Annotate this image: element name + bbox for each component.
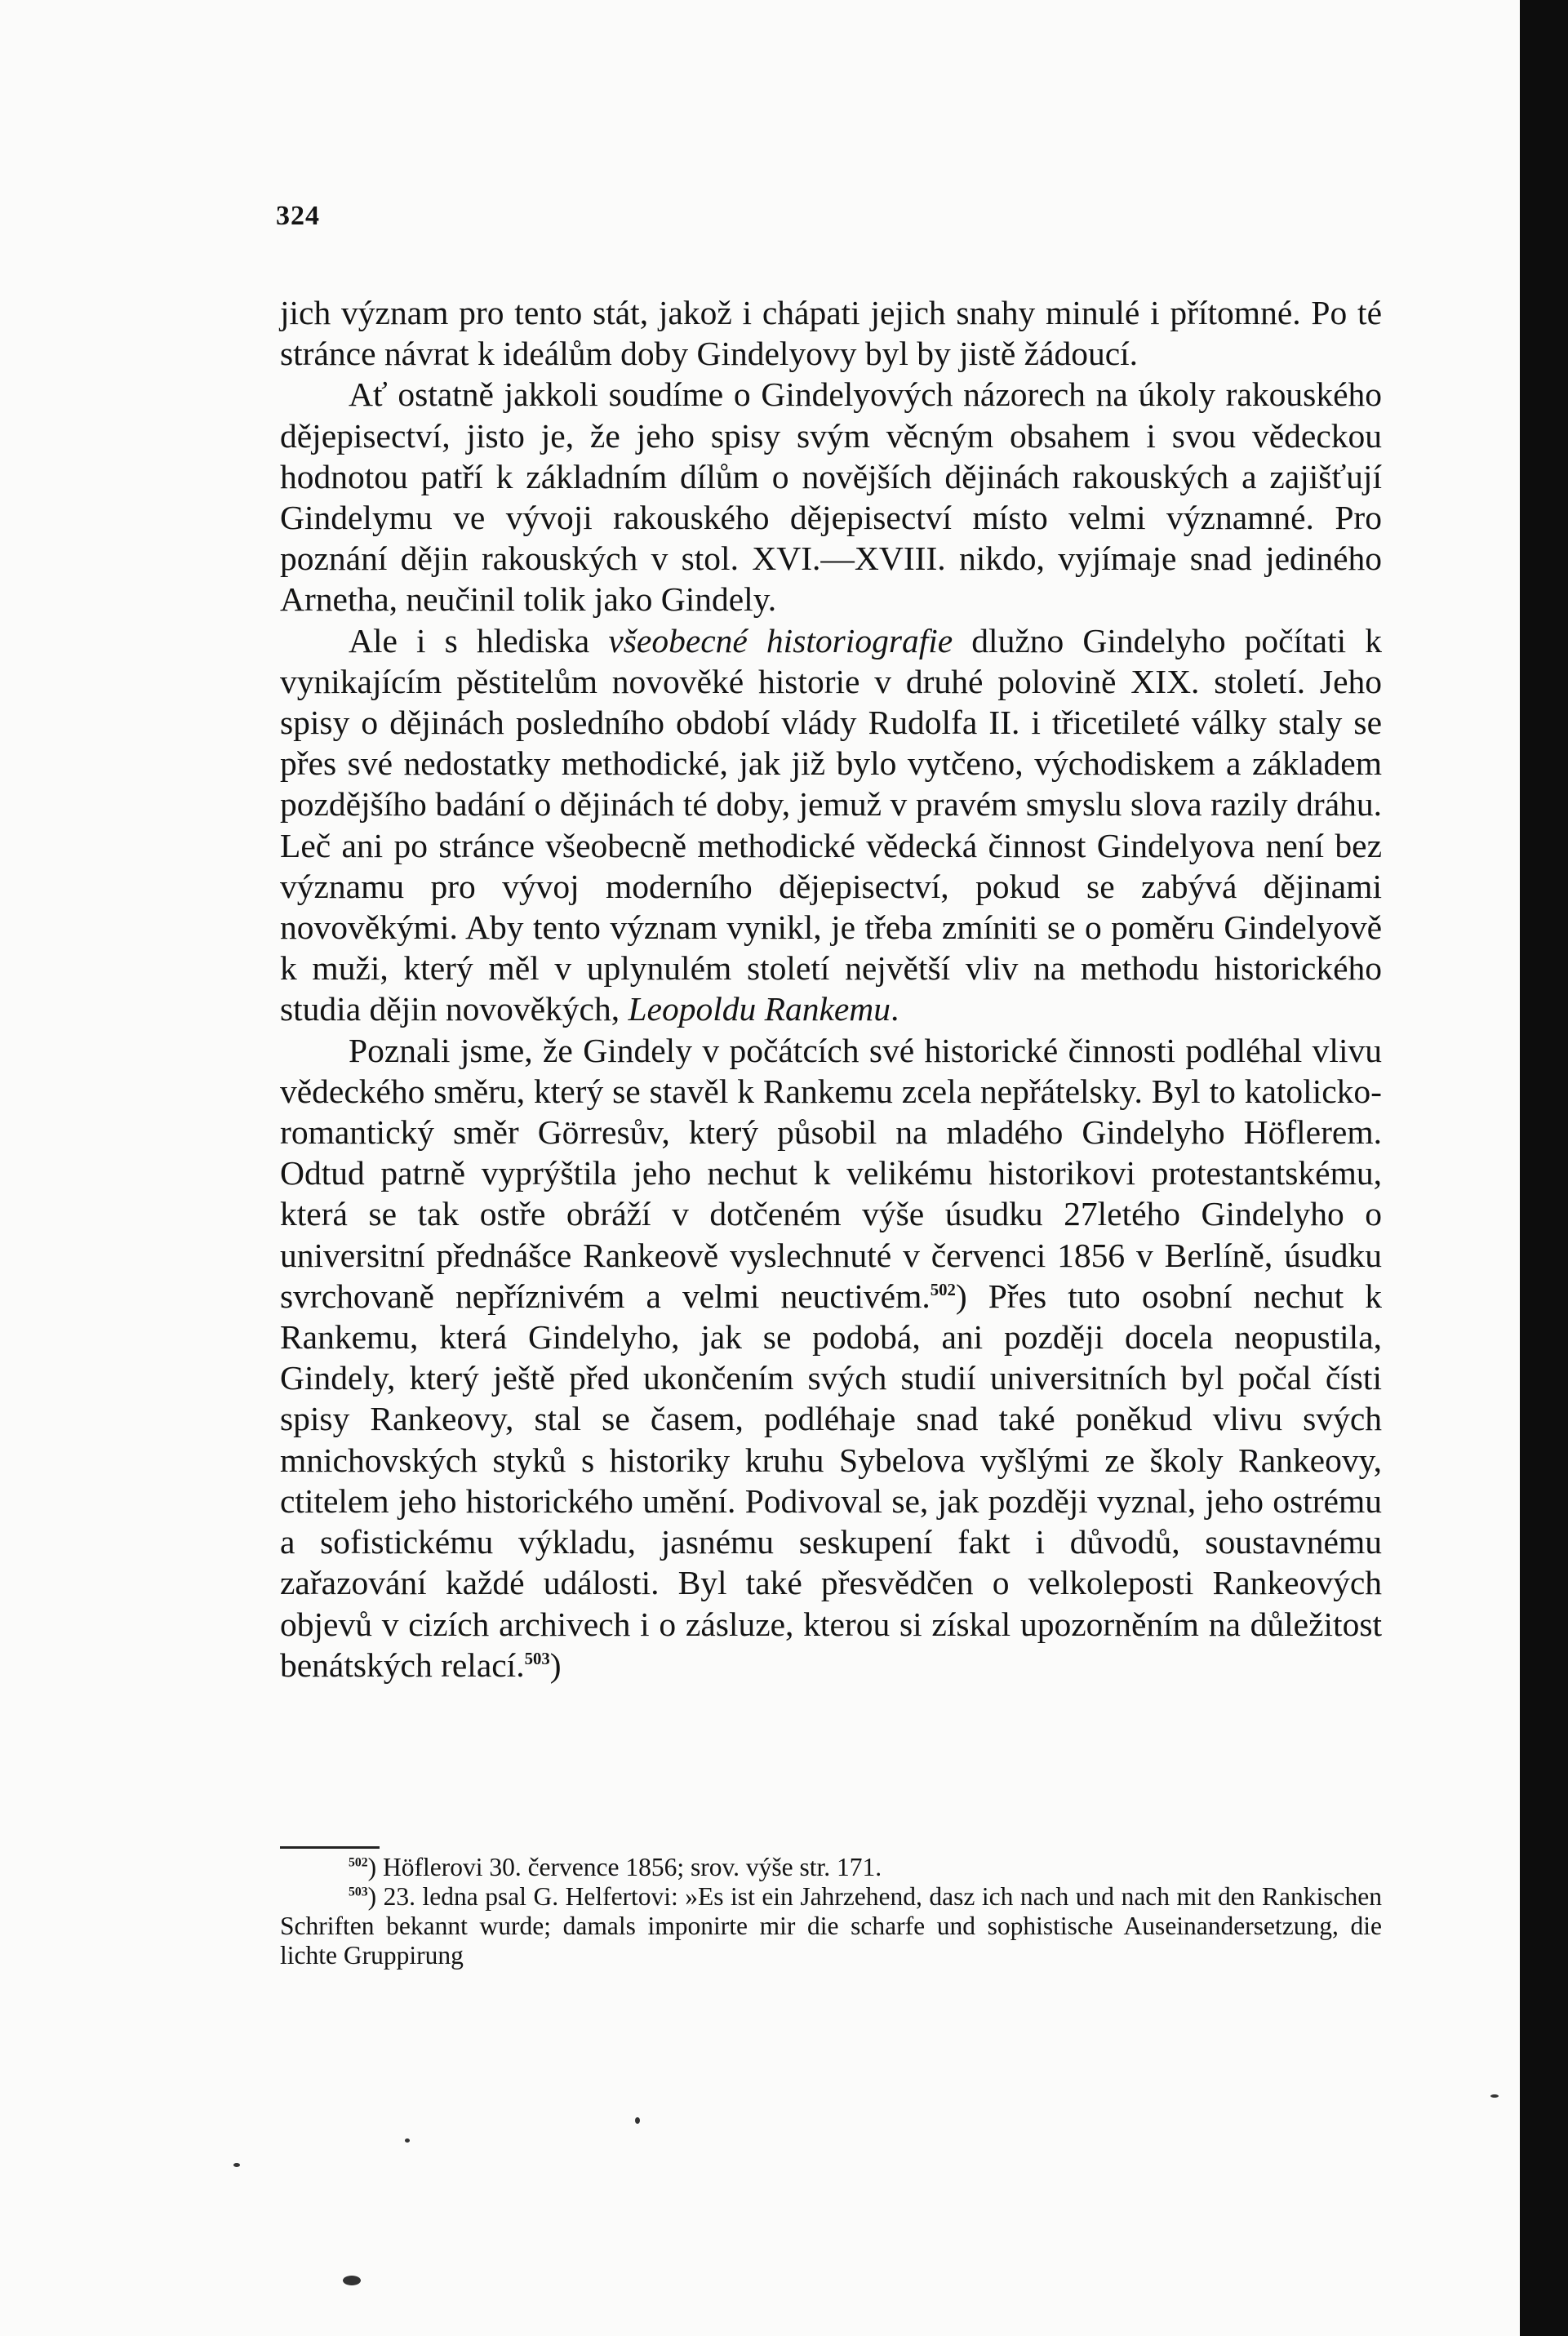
scan-speck	[635, 2117, 640, 2124]
footnote-502	[280, 1853, 1382, 1882]
footnote-text: ) 23. ledna psal G. Helfertovi: »Es ist ein Jahrzehend, dasz ich nach und nach mit den Rankischen Schriften bekannt wurde; damals imponirte mir die scharfe und sophistische Auseinandersetzung, die lichte Gruppirung	[280, 1882, 1382, 1970]
scan-border-right	[1520, 0, 1568, 2336]
paragraph-text: Ať ostatně jakkoli soudíme o Gindelyových názorech na úkoly rakouského dějepisectví, jisto je, že jeho spisy svým věcným obsahem i svou vědeckou hodnotou patří k základním dílům o novějších dějinách rakouských a zajišťují Gindelymu ve vývoji rakouského dějepisectví místo velmi významné. Pro poznání dějin rakouských v stol. XVI.—XVIII. nikdo, vyjímaje snad jediného Arnetha, neučinil tolik jako Gindely.	[280, 375, 1382, 619]
paragraph-2	[280, 374, 1382, 620]
paragraph-text: dlužno Gindelyho počítati k vynikajícím pěstitelům novověké historie v druhé polovině XIX. století. Jeho spisy o dějinách posledního období vlády Rudolfa II. i třicetileté války staly se přes své nedostatky methodické, jak již bylo vytčeno, východiskem a základem pozdějšího badání o dějinách té doby, jemuž v pravém smyslu slova razily dráhu. Leč ani po stránce všeobecně methodické vědecká činnost Gindelyova není bez významu pro vývoj moderního dějepisectví, pokud se zabývá dějinami novověkými. Aby tento význam vynikl, je třeba zmíniti se o poměru Gindelyově k muži, který měl v uplynulém století největší vliv na methodu historického studia dějin novověkých,	[280, 621, 1382, 1028]
paragraph-text: )	[549, 1645, 562, 1684]
paragraph-text: ) Přes tuto osobní nechut k Rankemu, která Gindelyho, jak se podobá, ani později docela neopustila, Gindely, který ještě před ukončením svých studií universitních byl počal čísti spisy Rankeovy, stal se časem, podléhaje snad také poněkud vlivu svých mnichovských styků s historiky kruhu Sybelova vyšlými ze školy Rankeovy, ctitelem jeho historického umění. Podivoval se, jak později vyznal, jeho ostrému a sofistickému výkladu, jasnému seskupení fakt i důvodů, soustavnému zařazování každé události. Byl také přesvědčen o velkoleposti Rankeových objevů v cizích archivech i o zásluze, kterou si získal upozorněním na důležitost benátských relací.	[280, 1277, 1382, 1684]
footnote-ref: 502	[930, 1281, 956, 1300]
scan-speck	[343, 2276, 361, 2285]
scan-speck	[233, 2163, 240, 2167]
footnote-ref: 503	[524, 1650, 550, 1668]
footnote-marker: 503	[349, 1885, 368, 1899]
italic-name: Leopoldu Rankemu	[628, 990, 891, 1028]
paragraph-1	[280, 292, 1382, 374]
paragraph-4	[280, 1030, 1382, 1685]
scan-speck	[1490, 2094, 1499, 2098]
scan-speck	[405, 2138, 410, 2143]
footnote-503	[280, 1882, 1382, 1970]
footnotes	[280, 1853, 1382, 1970]
paragraph-text: .	[891, 990, 899, 1028]
paragraph-3	[280, 620, 1382, 1030]
paragraph-text: Poznali jsme, že Gindely v počátcích své historické činnosti podléhal vlivu vědeckého směru, který se stavěl k Rankemu zcela nepřátelsky. Byl to katolicko-romantický směr Görresův, který působil na mladého Gindelyho Höflerem. Odtud patrně vyprýštila jeho nechut k velikému historikovi protestantskému, která se tak ostře obráží v dotčeném výše úsudku 27letého Gindelyho o universitní přednášce Rankeově vyslechnuté v červenci 1856 v Berlíně, úsudku svrchovaně nepříznivém a velmi neuctivém.	[280, 1031, 1382, 1315]
body-text	[280, 292, 1382, 1685]
footnote-text: ) Höflerovi 30. července 1856; srov. výše str. 171.	[367, 1853, 882, 1881]
paragraph-text: Ale i s hlediska	[349, 621, 609, 659]
italic-term: všeobecné historiografie	[608, 621, 953, 659]
page-number: 324	[276, 201, 320, 231]
footnote-marker: 502	[349, 1855, 368, 1870]
footnote-divider	[280, 1846, 380, 1849]
paragraph-text: jich význam pro tento stát, jakož i chápati jejich snahy minulé i přítomné. Po té stránce návrat k ideálům doby Gindelyovy byl by jistě žádoucí.	[280, 294, 1382, 373]
